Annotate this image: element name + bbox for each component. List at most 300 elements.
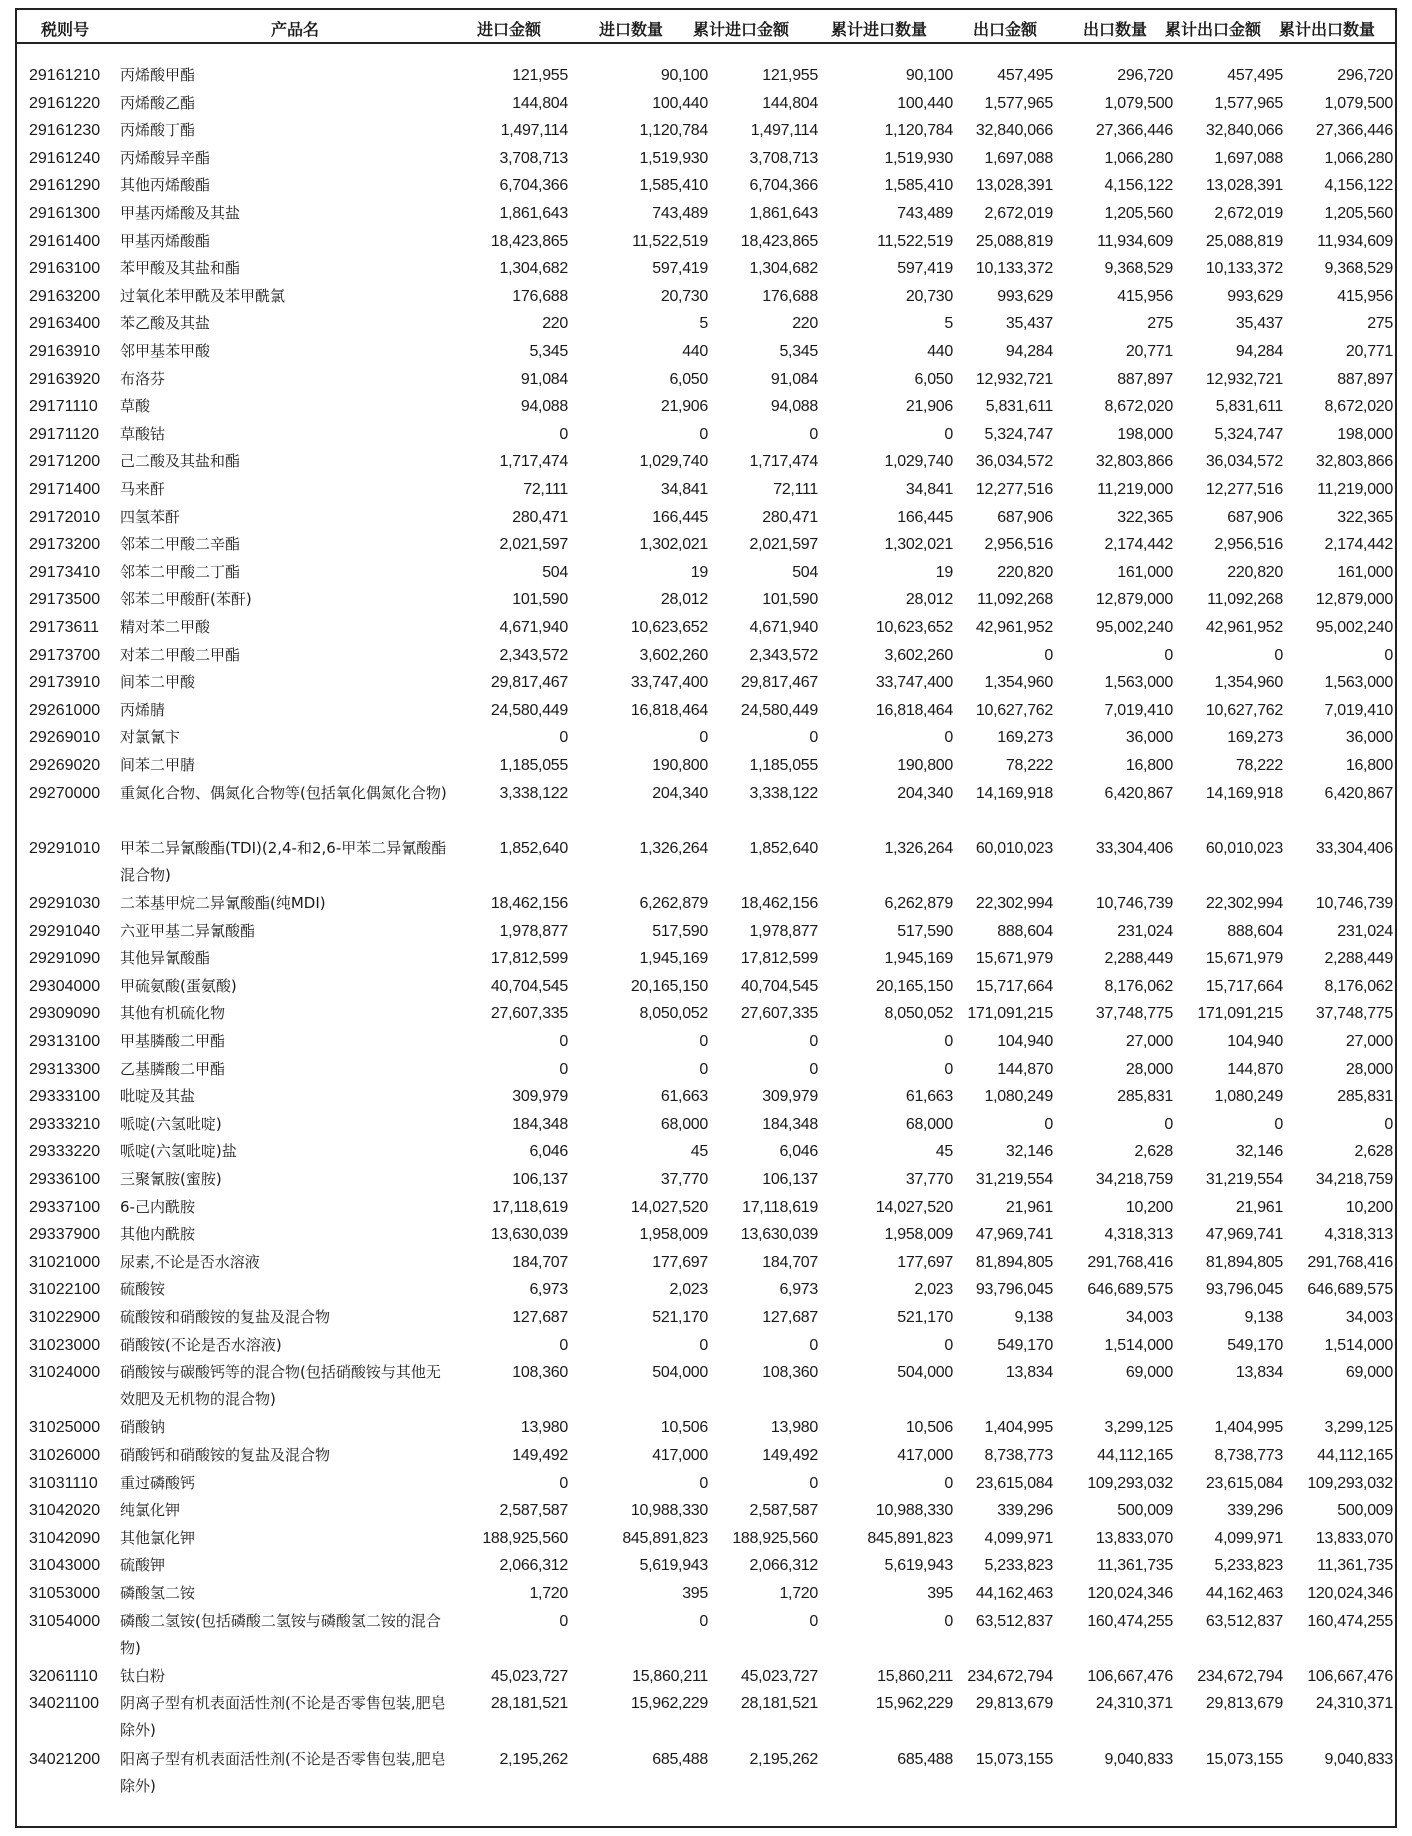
header-cumulative-export-quantity: 累计出口数量 bbox=[1278, 20, 1375, 39]
value-cell: 166,445 bbox=[652, 508, 708, 526]
tariff-code: 29313100 bbox=[29, 1033, 101, 1050]
value-cell: 15,962,229 bbox=[875, 1695, 953, 1713]
value-cell: 7,019,410 bbox=[1104, 701, 1173, 719]
value-cell: 34,003 bbox=[1345, 1309, 1393, 1326]
value-cell: 0 bbox=[809, 1336, 818, 1354]
value-cell: 1,120,784 bbox=[639, 122, 708, 140]
value-cell: 94,284 bbox=[1005, 343, 1053, 360]
tariff-code: 29163910 bbox=[29, 343, 101, 360]
value-cell: 1,029,740 bbox=[639, 453, 708, 471]
value-cell: 44,162,463 bbox=[1205, 1585, 1283, 1602]
product-name: 草酸钴 bbox=[120, 424, 166, 443]
value-cell: 0 bbox=[559, 425, 568, 443]
value-cell: 395 bbox=[927, 1585, 953, 1602]
value-cell: 108,360 bbox=[512, 1364, 568, 1382]
value-cell: 11,092,268 bbox=[977, 591, 1053, 609]
value-cell: 309,979 bbox=[762, 1088, 818, 1106]
value-cell: 144,870 bbox=[997, 1060, 1053, 1078]
tariff-code: 29173910 bbox=[29, 674, 101, 692]
product-name: 其他丙烯酸酯 bbox=[120, 176, 211, 195]
value-cell: 15,860,211 bbox=[877, 1667, 953, 1685]
value-cell: 280,471 bbox=[512, 508, 568, 526]
value-cell: 4,156,122 bbox=[1324, 177, 1393, 195]
value-cell: 8,176,062 bbox=[1104, 977, 1173, 995]
value-cell: 24,310,371 bbox=[1095, 1695, 1173, 1713]
tariff-code: 29163100 bbox=[29, 260, 101, 278]
value-cell: 0 bbox=[699, 1033, 708, 1050]
value-cell: 32,803,866 bbox=[1095, 453, 1173, 471]
value-cell: 21,961 bbox=[1005, 1198, 1053, 1216]
tariff-code: 29269020 bbox=[29, 757, 101, 774]
value-cell: 517,590 bbox=[897, 922, 953, 940]
value-cell: 32,803,866 bbox=[1315, 453, 1393, 471]
value-cell: 1,852,640 bbox=[749, 839, 818, 857]
value-cell: 597,419 bbox=[897, 260, 953, 278]
value-cell: 8,672,020 bbox=[1324, 398, 1393, 416]
value-cell: 285,831 bbox=[1337, 1088, 1393, 1106]
value-cell: 160,474,255 bbox=[1307, 1612, 1393, 1630]
product-name: 其他氯化钾 bbox=[120, 1528, 196, 1547]
value-cell: 91,084 bbox=[770, 370, 818, 388]
value-cell: 15,073,155 bbox=[1205, 1750, 1283, 1768]
value-cell: 415,956 bbox=[1117, 287, 1173, 305]
value-cell: 0 bbox=[1044, 1115, 1053, 1133]
value-cell: 0 bbox=[559, 1474, 568, 1492]
value-cell: 106,667,476 bbox=[1087, 1667, 1173, 1685]
value-cell: 743,489 bbox=[652, 205, 708, 222]
value-cell: 95,002,240 bbox=[1095, 619, 1173, 636]
value-cell: 10,746,739 bbox=[1315, 895, 1393, 912]
value-cell: 177,697 bbox=[897, 1253, 953, 1271]
value-cell: 144,870 bbox=[1227, 1060, 1283, 1078]
product-name: 重过磷酸钙 bbox=[120, 1473, 196, 1492]
value-cell: 10,627,762 bbox=[975, 701, 1053, 719]
value-cell: 25,088,819 bbox=[975, 232, 1053, 250]
value-cell: 1,697,088 bbox=[1214, 149, 1283, 167]
value-cell: 6,420,867 bbox=[1104, 784, 1173, 802]
value-cell: 685,488 bbox=[652, 1750, 708, 1768]
value-cell: 549,170 bbox=[997, 1336, 1053, 1354]
tariff-code: 29161210 bbox=[29, 67, 101, 84]
value-cell: 11,522,519 bbox=[877, 232, 953, 250]
value-cell: 17,118,619 bbox=[492, 1198, 568, 1216]
value-cell: 8,738,773 bbox=[984, 1447, 1053, 1464]
value-cell: 17,118,619 bbox=[742, 1198, 818, 1216]
value-cell: 504 bbox=[542, 563, 568, 581]
value-cell: 504,000 bbox=[897, 1364, 953, 1382]
value-cell: 10,133,372 bbox=[975, 260, 1053, 278]
value-cell: 60,010,023 bbox=[975, 839, 1053, 857]
value-cell: 32,146 bbox=[1005, 1143, 1053, 1161]
value-cell: 2,195,262 bbox=[499, 1750, 568, 1768]
value-cell: 68,000 bbox=[660, 1115, 708, 1133]
value-cell: 0 bbox=[559, 1033, 568, 1050]
value-cell: 69,000 bbox=[1345, 1364, 1393, 1382]
product-name: 其他内酰胺 bbox=[120, 1225, 196, 1244]
value-cell: 845,891,823 bbox=[867, 1529, 953, 1547]
value-cell: 275 bbox=[1367, 315, 1393, 333]
value-cell: 13,834 bbox=[1005, 1364, 1053, 1382]
value-cell: 1,326,264 bbox=[884, 839, 953, 857]
product-name: 对氯氰卞 bbox=[120, 728, 181, 747]
header-code: 税则号 bbox=[40, 20, 90, 39]
product-name: 苯甲酸及其盐和酯 bbox=[120, 259, 241, 278]
value-cell: 36,000 bbox=[1125, 729, 1173, 747]
header-import-quantity: 进口数量 bbox=[598, 20, 663, 39]
value-cell: 440 bbox=[927, 343, 953, 360]
tariff-code: 29337100 bbox=[29, 1198, 101, 1216]
value-cell: 32,840,066 bbox=[1205, 122, 1283, 140]
value-cell: 100,440 bbox=[652, 94, 708, 112]
value-cell: 42,961,952 bbox=[1205, 619, 1283, 636]
value-cell: 198,000 bbox=[1117, 425, 1173, 443]
value-cell: 0 bbox=[944, 1612, 953, 1630]
value-cell: 109,293,032 bbox=[1087, 1474, 1173, 1492]
product-name: 磷酸氢二铵 bbox=[120, 1584, 196, 1602]
value-cell: 7,019,410 bbox=[1324, 701, 1393, 719]
value-cell: 2,066,312 bbox=[749, 1557, 818, 1575]
value-cell: 9,368,529 bbox=[1104, 260, 1173, 278]
tariff-code: 29333100 bbox=[29, 1088, 101, 1106]
tariff-code: 31031110 bbox=[29, 1474, 98, 1492]
tariff-code: 29309090 bbox=[29, 1005, 101, 1023]
value-cell: 5,324,747 bbox=[984, 425, 1053, 443]
tariff-code: 29161400 bbox=[29, 232, 101, 250]
tariff-code: 31021000 bbox=[29, 1253, 101, 1271]
value-cell: 12,932,721 bbox=[975, 370, 1053, 388]
value-cell: 188,925,560 bbox=[482, 1529, 568, 1547]
value-cell: 6,973 bbox=[779, 1281, 818, 1299]
value-cell: 204,340 bbox=[652, 784, 708, 802]
value-cell: 20,165,150 bbox=[630, 977, 708, 995]
value-cell: 34,218,759 bbox=[1095, 1171, 1173, 1188]
value-cell: 27,366,446 bbox=[1315, 122, 1393, 140]
value-cell: 27,366,446 bbox=[1095, 122, 1173, 140]
value-cell: 1,585,410 bbox=[639, 177, 708, 195]
product-name: 硫酸钾 bbox=[120, 1556, 166, 1575]
value-cell: 22,302,994 bbox=[1205, 895, 1283, 912]
tariff-code: 31042020 bbox=[29, 1502, 101, 1520]
value-cell: 3,602,260 bbox=[884, 646, 953, 664]
value-cell: 12,879,000 bbox=[1315, 591, 1393, 609]
value-cell: 2,956,516 bbox=[984, 536, 1053, 554]
value-cell: 1,302,021 bbox=[884, 536, 953, 554]
value-cell: 993,629 bbox=[997, 287, 1053, 305]
value-cell: 91,084 bbox=[520, 370, 568, 388]
value-cell: 2,288,449 bbox=[1104, 950, 1173, 968]
value-cell: 0 bbox=[1384, 646, 1393, 664]
tariff-code: 29173410 bbox=[29, 563, 101, 581]
value-cell: 144,804 bbox=[762, 94, 818, 112]
value-cell: 517,590 bbox=[652, 922, 708, 940]
value-cell: 21,906 bbox=[660, 398, 708, 416]
value-cell: 93,796,045 bbox=[1205, 1281, 1283, 1299]
value-cell: 11,934,609 bbox=[1097, 232, 1173, 250]
header-product-name: 产品名 bbox=[270, 20, 320, 39]
value-cell: 9,040,833 bbox=[1104, 1750, 1173, 1768]
value-cell: 0 bbox=[944, 1336, 953, 1354]
value-cell: 166,445 bbox=[897, 508, 953, 526]
value-cell: 144,804 bbox=[512, 94, 568, 112]
value-cell: 1,519,930 bbox=[639, 149, 708, 167]
value-cell: 15,860,211 bbox=[632, 1667, 708, 1685]
value-cell: 14,027,520 bbox=[630, 1198, 708, 1216]
value-cell: 8,050,052 bbox=[884, 1005, 953, 1023]
tariff-code: 29333210 bbox=[29, 1115, 101, 1133]
value-cell: 1,978,877 bbox=[499, 922, 568, 940]
value-cell: 1,717,474 bbox=[499, 453, 568, 471]
product-name: 阴离子型有机表面活性剂(不论是否零售包装,肥皂除外) bbox=[120, 1694, 446, 1740]
product-name: 尿素,不论是否水溶液 bbox=[120, 1252, 260, 1271]
value-cell: 231,024 bbox=[1337, 922, 1393, 940]
value-cell: 0 bbox=[699, 425, 708, 443]
value-cell: 78,222 bbox=[1005, 757, 1053, 774]
value-cell: 220 bbox=[792, 315, 818, 333]
value-cell: 10,506 bbox=[905, 1419, 953, 1437]
product-name: 甲基膦酸二甲酯 bbox=[120, 1032, 226, 1050]
value-cell: 184,348 bbox=[762, 1115, 818, 1133]
tariff-code: 31025000 bbox=[29, 1419, 101, 1437]
value-cell: 184,348 bbox=[512, 1115, 568, 1133]
value-cell: 1,120,784 bbox=[884, 122, 953, 140]
tariff-code: 29172010 bbox=[29, 508, 101, 526]
tariff-code: 29171120 bbox=[29, 425, 99, 443]
product-name: 对苯二甲酸二甲酯 bbox=[120, 645, 241, 664]
value-cell: 0 bbox=[1274, 646, 1283, 664]
value-cell: 21,961 bbox=[1235, 1198, 1283, 1216]
value-cell: 0 bbox=[944, 1060, 953, 1078]
value-cell: 220 bbox=[542, 315, 568, 333]
value-cell: 160,474,255 bbox=[1087, 1612, 1173, 1630]
product-name: 间苯二甲酸 bbox=[120, 673, 196, 692]
value-cell: 322,365 bbox=[1337, 508, 1393, 526]
value-cell: 28,000 bbox=[1125, 1060, 1173, 1078]
value-cell: 16,818,464 bbox=[875, 701, 953, 719]
value-cell: 646,689,575 bbox=[1307, 1281, 1393, 1299]
value-cell: 10,627,762 bbox=[1205, 701, 1283, 719]
value-cell: 108,360 bbox=[762, 1364, 818, 1382]
value-cell: 1,354,960 bbox=[984, 674, 1053, 692]
value-cell: 0 bbox=[809, 1060, 818, 1078]
product-name: 哌啶(六氢吡啶) bbox=[120, 1114, 222, 1133]
value-cell: 3,602,260 bbox=[639, 646, 708, 664]
value-cell: 10,133,372 bbox=[1205, 260, 1283, 278]
value-cell: 0 bbox=[1164, 1115, 1173, 1133]
value-cell: 104,940 bbox=[997, 1033, 1053, 1050]
value-cell: 1,585,410 bbox=[884, 177, 953, 195]
value-cell: 2,587,587 bbox=[749, 1502, 818, 1520]
value-cell: 6,050 bbox=[669, 370, 708, 388]
value-cell: 11,934,609 bbox=[1317, 232, 1393, 250]
value-cell: 10,988,330 bbox=[630, 1502, 708, 1520]
value-cell: 44,112,165 bbox=[1317, 1447, 1393, 1464]
value-cell: 24,580,449 bbox=[740, 701, 818, 719]
value-cell: 33,747,400 bbox=[630, 674, 708, 692]
value-cell: 1,066,280 bbox=[1104, 149, 1173, 167]
value-cell: 5,233,823 bbox=[1214, 1557, 1283, 1575]
tariff-code: 31024000 bbox=[29, 1364, 101, 1382]
product-name: 硝酸钙和硝酸铵的复盐及混合物 bbox=[120, 1446, 331, 1464]
value-cell: 184,707 bbox=[512, 1253, 568, 1271]
tariff-code: 29270000 bbox=[29, 784, 101, 802]
value-cell: 1,514,000 bbox=[1104, 1336, 1173, 1354]
value-cell: 94,088 bbox=[520, 398, 568, 416]
product-name: 过氧化苯甲酰及苯甲酰氯 bbox=[120, 286, 286, 305]
value-cell: 45 bbox=[935, 1143, 953, 1161]
tariff-code: 31023000 bbox=[29, 1336, 101, 1354]
value-cell: 13,028,391 bbox=[1205, 177, 1283, 195]
value-cell: 0 bbox=[559, 1060, 568, 1078]
value-cell: 2,021,597 bbox=[749, 536, 818, 554]
tariff-code: 29161220 bbox=[29, 94, 101, 112]
value-cell: 9,040,833 bbox=[1324, 1750, 1393, 1768]
value-cell: 12,879,000 bbox=[1095, 591, 1173, 609]
tariff-code: 29171400 bbox=[29, 481, 101, 498]
value-cell: 417,000 bbox=[652, 1447, 708, 1464]
value-cell: 6,973 bbox=[529, 1281, 568, 1299]
value-cell: 417,000 bbox=[897, 1447, 953, 1464]
product-name: 丙烯酸丁酯 bbox=[120, 121, 196, 140]
value-cell: 34,841 bbox=[905, 481, 953, 498]
tariff-code: 29336100 bbox=[29, 1171, 101, 1188]
value-cell: 1,185,055 bbox=[749, 757, 818, 774]
value-cell: 2,628 bbox=[1134, 1143, 1173, 1161]
value-cell: 169,273 bbox=[1227, 729, 1283, 747]
value-cell: 23,615,084 bbox=[975, 1474, 1053, 1492]
value-cell: 106,667,476 bbox=[1307, 1667, 1393, 1685]
value-cell: 1,563,000 bbox=[1324, 674, 1393, 692]
product-name: 苯乙酸及其盐 bbox=[120, 314, 211, 333]
tariff-code: 29304000 bbox=[29, 977, 101, 995]
value-cell: 291,768,416 bbox=[1307, 1253, 1393, 1271]
value-cell: 687,906 bbox=[1227, 508, 1283, 526]
value-cell: 61,663 bbox=[660, 1088, 708, 1106]
value-cell: 2,343,572 bbox=[499, 646, 568, 664]
value-cell: 2,672,019 bbox=[984, 205, 1053, 222]
product-name: 硝酸铵(不论是否水溶液) bbox=[120, 1335, 282, 1354]
value-cell: 4,099,971 bbox=[984, 1529, 1053, 1547]
value-cell: 171,091,215 bbox=[1197, 1005, 1283, 1023]
product-name: 邻甲基苯甲酸 bbox=[120, 342, 211, 360]
value-cell: 1,861,643 bbox=[499, 205, 568, 222]
value-cell: 15,962,229 bbox=[630, 1695, 708, 1713]
value-cell: 109,293,032 bbox=[1307, 1474, 1393, 1492]
tariff-code: 29173500 bbox=[29, 591, 101, 609]
value-cell: 93,796,045 bbox=[975, 1281, 1053, 1299]
value-cell: 190,800 bbox=[897, 757, 953, 774]
value-cell: 40,704,545 bbox=[740, 977, 818, 995]
tariff-code: 31054000 bbox=[29, 1612, 101, 1630]
tariff-code: 29337900 bbox=[29, 1226, 101, 1244]
product-name: 布洛芬 bbox=[120, 369, 166, 388]
value-cell: 171,091,215 bbox=[967, 1005, 1053, 1023]
value-cell: 0 bbox=[559, 1336, 568, 1354]
value-cell: 6,262,879 bbox=[639, 895, 708, 912]
value-cell: 1,066,280 bbox=[1324, 149, 1393, 167]
value-cell: 1,404,995 bbox=[984, 1419, 1053, 1437]
value-cell: 63,512,837 bbox=[975, 1612, 1053, 1630]
value-cell: 121,955 bbox=[512, 67, 568, 84]
value-cell: 198,000 bbox=[1337, 425, 1393, 443]
value-cell: 888,604 bbox=[997, 922, 1053, 940]
value-cell: 2,023 bbox=[669, 1281, 708, 1299]
value-cell: 45,023,727 bbox=[740, 1667, 818, 1685]
value-cell: 45,023,727 bbox=[490, 1667, 568, 1685]
value-cell: 20,771 bbox=[1125, 343, 1173, 360]
product-name: 丙烯腈 bbox=[120, 700, 166, 719]
value-cell: 5,324,747 bbox=[1214, 425, 1283, 443]
value-cell: 35,437 bbox=[1005, 315, 1053, 333]
value-cell: 10,623,652 bbox=[875, 619, 953, 636]
value-cell: 177,697 bbox=[652, 1253, 708, 1271]
value-cell: 296,720 bbox=[1117, 67, 1173, 84]
value-cell: 0 bbox=[699, 1336, 708, 1354]
value-cell: 28,012 bbox=[905, 591, 953, 609]
value-cell: 1,717,474 bbox=[749, 453, 818, 471]
tariff-code: 29171200 bbox=[29, 453, 101, 471]
value-cell: 44,112,165 bbox=[1097, 1447, 1173, 1464]
value-cell: 1,945,169 bbox=[884, 950, 953, 968]
value-cell: 27,607,335 bbox=[740, 1005, 818, 1023]
tariff-code: 31022100 bbox=[29, 1281, 101, 1299]
value-cell: 1,326,264 bbox=[639, 839, 708, 857]
value-cell: 4,099,971 bbox=[1214, 1529, 1283, 1547]
tariff-code: 29163920 bbox=[29, 370, 101, 388]
value-cell: 20,730 bbox=[905, 287, 953, 305]
value-cell: 13,630,039 bbox=[490, 1226, 568, 1244]
value-cell: 13,980 bbox=[770, 1419, 818, 1437]
value-cell: 12,277,516 bbox=[975, 481, 1053, 498]
value-cell: 18,462,156 bbox=[490, 895, 568, 912]
value-cell: 169,273 bbox=[997, 729, 1053, 747]
value-cell: 90,100 bbox=[905, 67, 953, 84]
value-cell: 37,748,775 bbox=[1095, 1005, 1173, 1023]
tariff-code: 29261000 bbox=[29, 701, 101, 719]
value-cell: 78,222 bbox=[1235, 757, 1283, 774]
value-cell: 845,891,823 bbox=[622, 1529, 708, 1547]
value-cell: 33,747,400 bbox=[875, 674, 953, 692]
tariff-code: 29291010 bbox=[29, 839, 101, 857]
value-cell: 1,563,000 bbox=[1104, 674, 1173, 692]
value-cell: 81,894,805 bbox=[1205, 1253, 1283, 1271]
value-cell: 32,146 bbox=[1235, 1143, 1283, 1161]
value-cell: 188,925,560 bbox=[732, 1529, 818, 1547]
tariff-code: 29173611 bbox=[29, 619, 99, 636]
tariff-code: 31053000 bbox=[29, 1585, 101, 1602]
value-cell: 204,340 bbox=[897, 784, 953, 802]
value-cell: 2,066,312 bbox=[499, 1557, 568, 1575]
value-cell: 36,000 bbox=[1345, 729, 1393, 747]
product-name: 吡啶及其盐 bbox=[120, 1087, 196, 1106]
product-name: 三聚氰胺(蜜胺) bbox=[120, 1170, 222, 1188]
value-cell: 9,368,529 bbox=[1324, 260, 1393, 278]
value-cell: 161,000 bbox=[1337, 563, 1393, 581]
value-cell: 0 bbox=[944, 1474, 953, 1492]
value-cell: 24,310,371 bbox=[1315, 1695, 1393, 1713]
header-import-amount: 进口金额 bbox=[476, 20, 541, 39]
value-cell: 309,979 bbox=[512, 1088, 568, 1106]
value-cell: 1,079,500 bbox=[1324, 94, 1393, 112]
value-cell: 29,813,679 bbox=[1205, 1695, 1283, 1713]
value-cell: 275 bbox=[1147, 315, 1173, 333]
value-cell: 32,840,066 bbox=[975, 122, 1053, 140]
value-cell: 1,861,643 bbox=[749, 205, 818, 222]
value-cell: 90,100 bbox=[660, 67, 708, 84]
tariff-code: 29173200 bbox=[29, 536, 101, 554]
value-cell: 10,200 bbox=[1125, 1198, 1173, 1216]
value-cell: 127,687 bbox=[762, 1309, 818, 1326]
value-cell: 16,800 bbox=[1345, 757, 1393, 774]
